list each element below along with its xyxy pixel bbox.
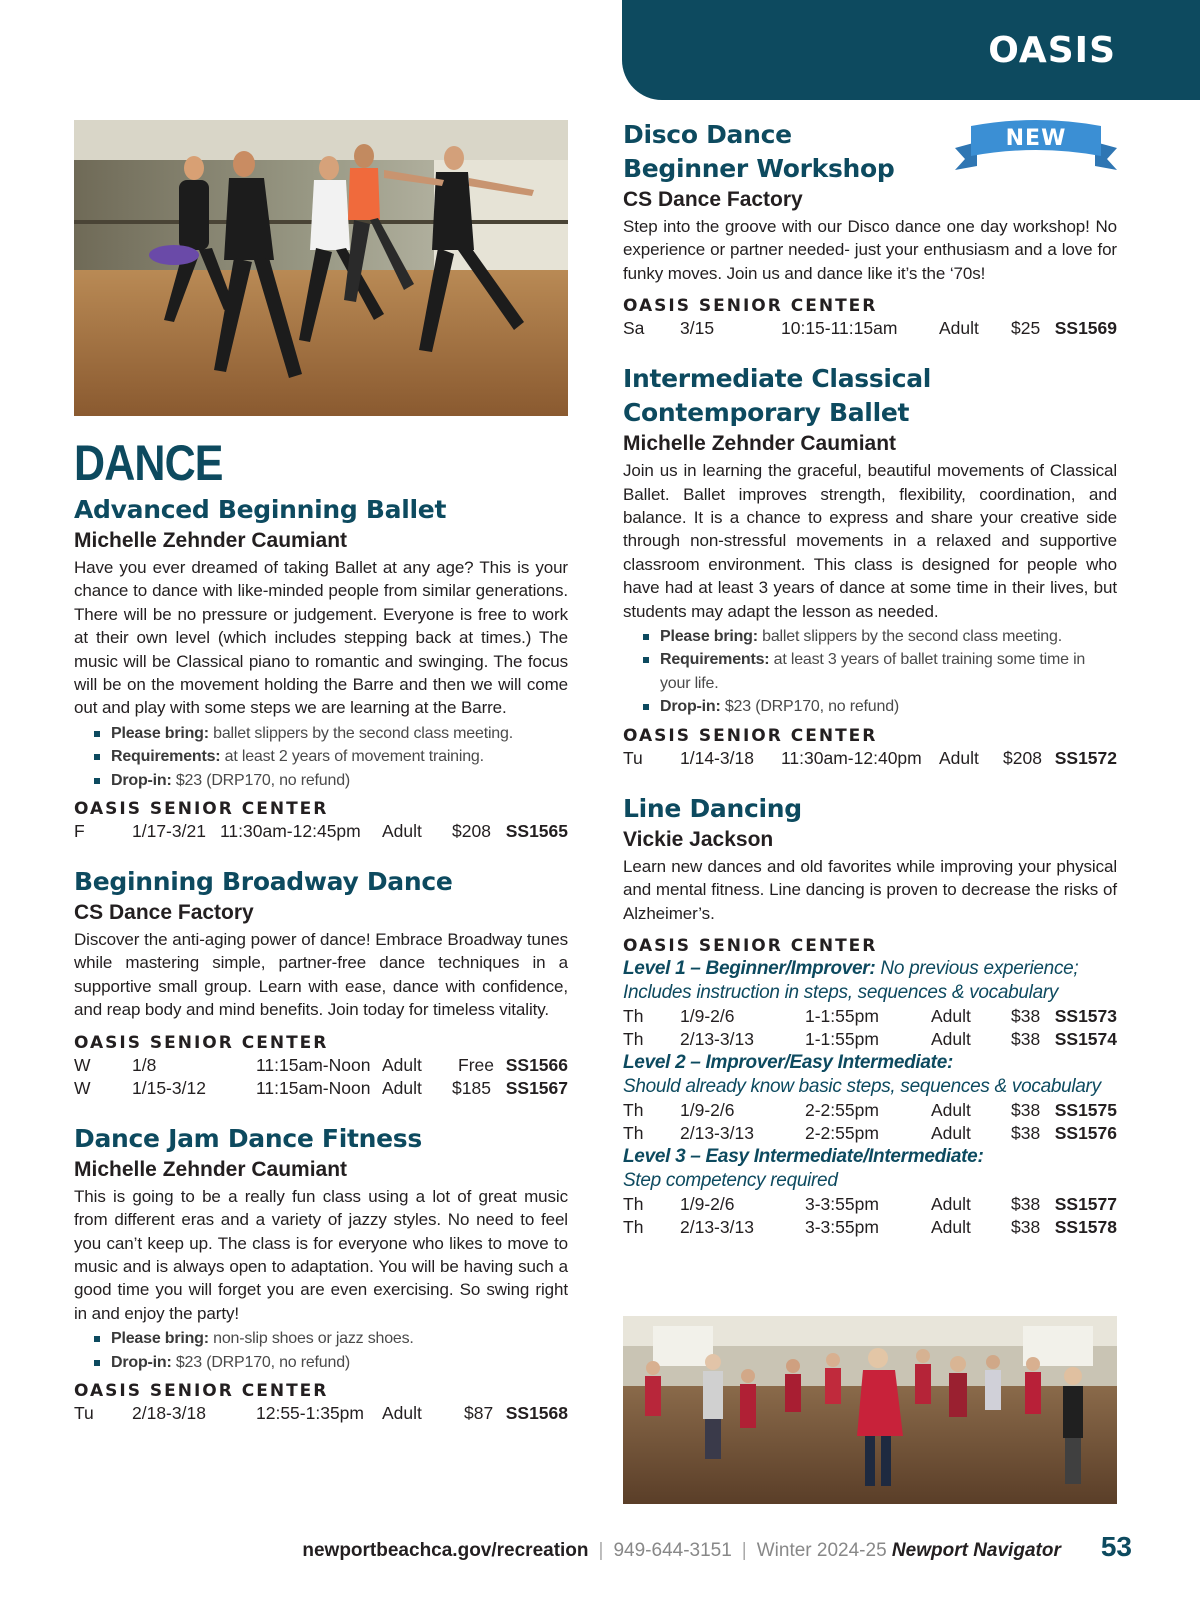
instructor-name: Michelle Zehnder Caumiant [74,529,348,552]
location-label: OASIS SENIOR CENTER [623,725,878,746]
page-footer: newportbeachca.gov/recreation | 949-644-3151 | Winter 2024-25 Newport Navigator 53 [302,1531,1132,1562]
instructor-name: Vickie Jackson [623,827,774,851]
course-code: SS1574 [1054,1028,1117,1049]
session-row: Sa 3/15 10:15-11:15am Adult $25 SS1569 [623,318,1117,339]
class-title-line: Disco Dance [623,120,792,149]
level-heading: Level 1 – Beginner/Improver: No previous experience; Includes instruction in steps, sequences & vocabulary [623,957,1079,1003]
detail-item: Requirements: at least 3 years of ballet training some time in your life. [643,648,1117,695]
instructor-name: CS Dance Factory [623,188,803,211]
tab-label: OASIS [988,30,1116,71]
course-code: SS1566 [505,1054,568,1075]
class-description: Discover the anti-aging power of dance! Embrace Broadway tunes while mastering simple, partner-free dance techniques in a supportive small group. Learn with ease, dance with confidence, and reap body and mind benefits. Join today for timeless vitality. [74,930,568,1020]
location-label: OASIS SENIOR CENTER [74,1380,329,1401]
class-title [623,118,1117,186]
class-title: Intermediate Classical Contemporary Ballet [623,364,932,428]
level-heading: Level 3 – Easy Intermediate/Intermediate: Step competency required [623,1145,984,1191]
left-column [74,435,568,1425]
course-code: SS1567 [505,1077,568,1098]
detail-item: Drop-in: $23 (DRP170, no refund) [94,1351,568,1374]
course-code: SS1572 [1054,747,1117,768]
class-description: Join us in learning the graceful, beautiful movements of Classical Ballet. Ballet improves strength, flexibility, coordination, and balance. It is a chance to express and share your creative side through non-stressful movements in a relaxed and supportive classroom environment. This class is designed for people who have had at least 3 years of dance at some time in their lives, but students may adapt the lesson as needed. [623,461,1117,621]
course-code: SS1569 [1054,318,1117,339]
location-label: OASIS SENIOR CENTER [623,935,878,956]
session-row: W 1/8 11:15am-Noon Adult Free SS1566 [74,1054,568,1075]
line-dancing-photo [623,1316,1117,1504]
session-row: W 1/15-3/12 11:15am-Noon Adult $185 SS1567 [74,1077,568,1098]
location-label: OASIS SENIOR CENTER [74,799,329,820]
class-details [74,1327,568,1374]
course-code: SS1575 [1054,1099,1117,1120]
session-row: Th 2/13-3/13 1-1:55pm Adult $38 SS1574 [623,1028,1117,1049]
class-description: This is going to be a really fun class using a lot of great music from different eras and a variety of jazzy styles. No need to feel you can’t keep up. The class is for everyone who likes to move to music and is always open to adaptation. You will be having such a good time you will forget you are even exercising. So swing right in and enjoy the party! [74,1186,568,1323]
course-code: SS1568 [505,1402,568,1423]
class-title: Line Dancing [623,793,802,823]
detail-item: Requirements: at least 2 years of movement training. [94,745,568,768]
class-title-line: Beginner Workshop [623,154,895,183]
session-row: Th 2/13-3/13 2-2:55pm Adult $38 SS1576 [623,1122,1117,1143]
session-row: Th 1/9-2/6 2-2:55pm Adult $38 SS1575 [623,1099,1117,1120]
detail-item: Please bring: ballet slippers by the second class meeting. [643,625,1117,648]
website-link[interactable]: newportbeachca.gov/recreation [302,1540,589,1561]
class-description: Have you ever dreamed of taking Ballet at any age? This is your chance to dance with like-minded people from similar generations. There will be no pressure or judgement. Everyone is free to work at their own level (which includes stepping back at times.) The music will be Classical piano to romantic and swinging. The focus will be on the movement holding the Barre and then we will come out and play with some steps we are learning at the Barre. [74,558,568,718]
session-row: Tu 1/14-3/18 11:30am-12:40pm Adult $208 SS1572 [623,747,1117,768]
section-title: DANCE [74,435,223,491]
class-description: Learn new dances and old favorites while improving your physical and mental fitness. Line dancing is proven to decrease the risks of Alzheimer’s. [623,856,1117,923]
class-title: Dance Jam Dance Fitness [74,1123,422,1153]
course-code: SS1576 [1054,1122,1117,1143]
detail-item: Please bring: non-slip shoes or jazz shoes. [94,1327,568,1350]
course-code: SS1578 [1054,1216,1117,1237]
detail-item: Drop-in: $23 (DRP170, no refund) [643,695,1117,718]
section-tab [622,0,1200,100]
class-details [623,625,1117,719]
publication-name: Newport Navigator [891,1540,1061,1561]
ballet-class-photo [74,120,568,416]
page-number: 53 [1100,1531,1132,1562]
session-row: Th 2/13-3/13 3-3:55pm Adult $38 SS1578 [623,1216,1117,1237]
badge-label: NEW [1005,126,1067,151]
session-row: Th 1/9-2/6 1-1:55pm Adult $38 SS1573 [623,1005,1117,1026]
session-row: Th 1/9-2/6 3-3:55pm Adult $38 SS1577 [623,1193,1117,1214]
course-code: SS1565 [505,821,568,842]
instructor-name: CS Dance Factory [74,901,254,925]
class-title: Advanced Beginning Ballet [74,495,447,524]
level-heading: Level 2 – Improver/Easy Intermediate: Should already know basic steps, sequences & vocabulary [623,1051,1101,1097]
detail-item: Drop-in: $23 (DRP170, no refund) [94,769,568,792]
class-description: Step into the groove with our Disco dance one day workshop! No experience or partner needed- just your enthusiasm and a love for funky moves. Join us and dance like it’s the ‘70s! [623,217,1117,283]
instructor-name: Michelle Zehnder Caumiant [74,1157,348,1181]
phone-number: 949-644-3151 [613,1540,732,1561]
class-title: Beginning Broadway Dance [74,867,453,897]
detail-item: Please bring: ballet slippers by the second class meeting. [94,722,568,745]
instructor-name: Michelle Zehnder Caumiant [623,432,897,456]
location-label: OASIS SENIOR CENTER [623,296,878,317]
course-code: SS1577 [1054,1193,1117,1214]
location-label: OASIS SENIOR CENTER [74,1032,329,1053]
season-label: Winter 2024-25 [756,1540,892,1561]
right-column [623,118,1117,1239]
course-code: SS1573 [1054,1005,1117,1026]
class-details [74,722,568,792]
session-row: Tu 2/18-3/18 12:55-1:35pm Adult $87 SS1568 [74,1402,568,1423]
session-row: F 1/17-3/21 11:30am-12:45pm Adult $208 SS1565 [74,821,568,842]
